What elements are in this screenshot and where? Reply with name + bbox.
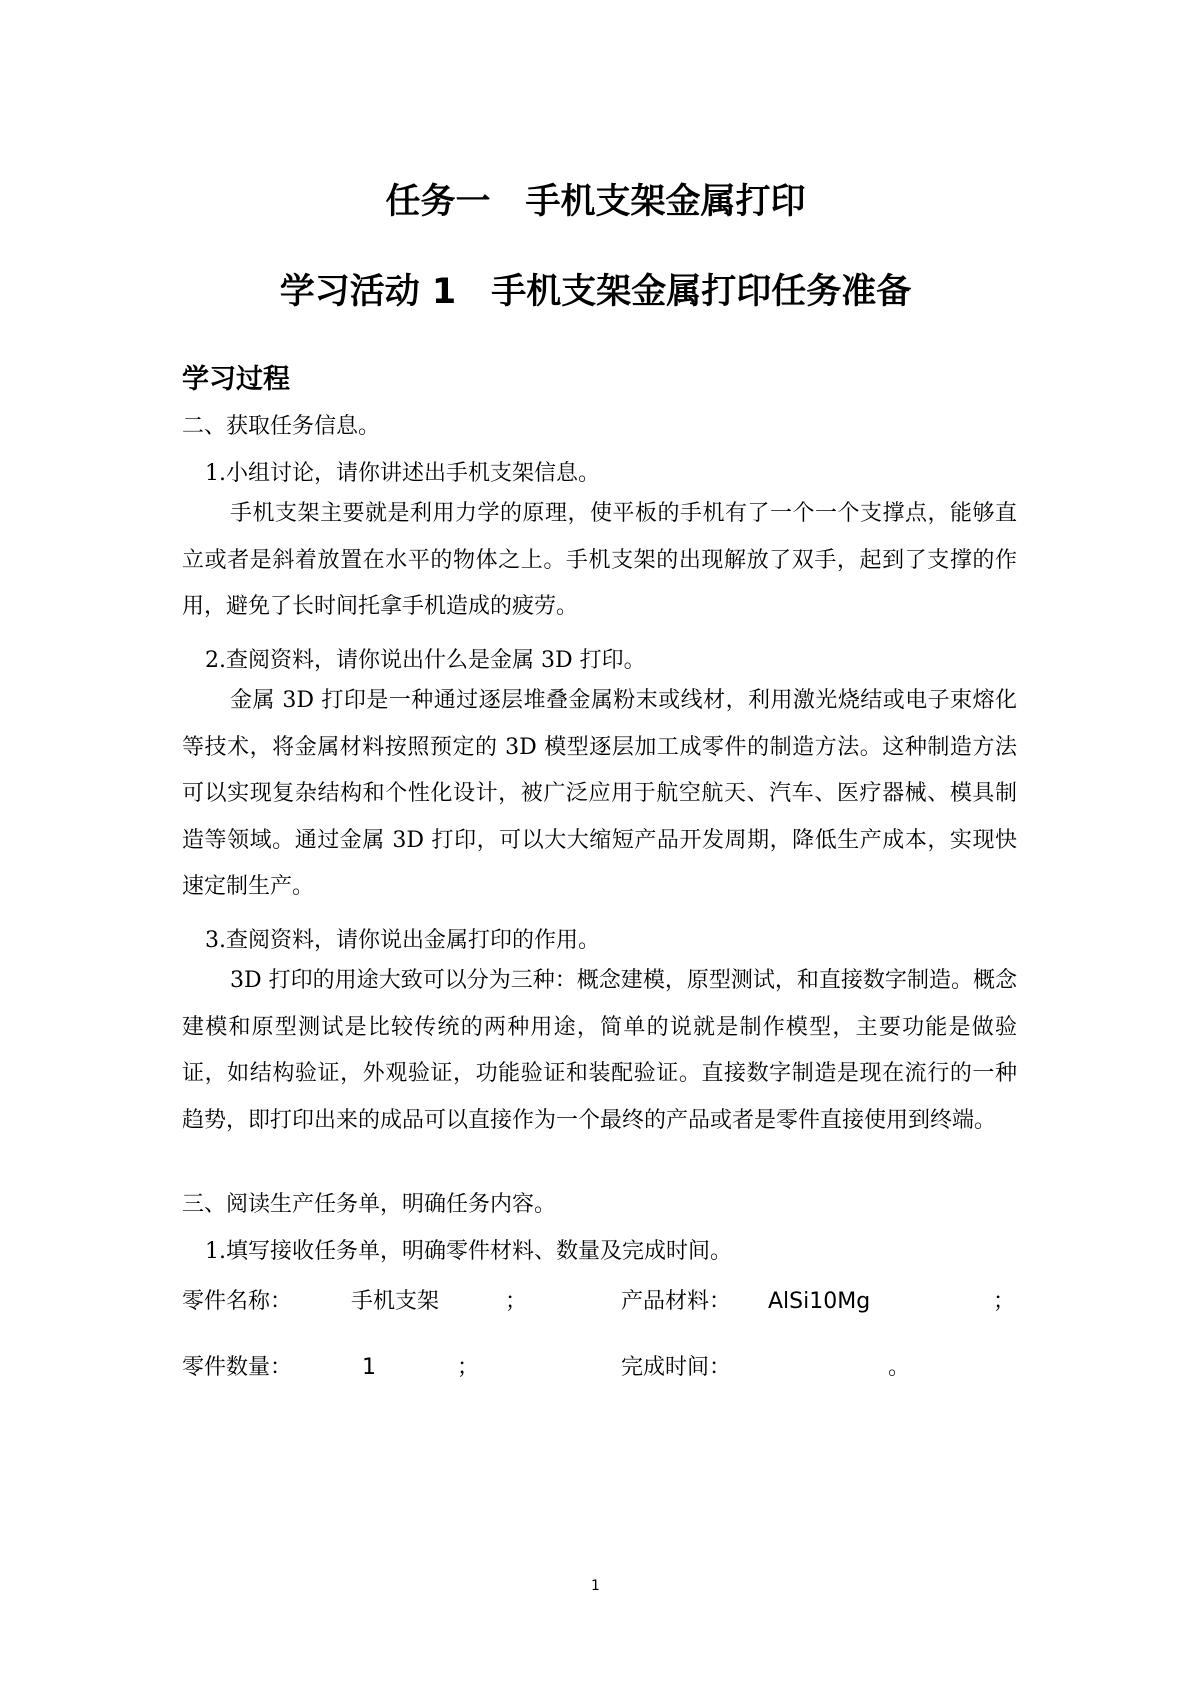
part2-heading: 二、获取任务信息。 (182, 414, 381, 439)
quantity-value: 1 (362, 1355, 376, 1380)
quantity-semicolon: ； (457, 1355, 480, 1380)
task-title: 任务一 手机支架金属打印 (385, 182, 806, 222)
part2-question-3: 3.查阅资料，请你说出金属打印的作用。 (205, 928, 600, 953)
completion-period: 。 (888, 1355, 911, 1380)
part2-answer-2: 金属 3D 打印是一种通过逐层堆叠金属粉末或线材，利用激光烧结或电子束熔化等技术，将金属材料按照预定的 3D 模型逐层加工成零件的制造方法。这种制造方法可以实现复杂结构和个性化设计，被广泛应用于航空航天、汽车、医疗器械、模具制造等领域。通过金属 3D 打印，可以大大缩短产品开发周期，降低生产成本，实现快速定制生产。 (182, 688, 1017, 899)
completion-label: 完成时间： (621, 1355, 732, 1380)
material-semicolon: ； (993, 1289, 1016, 1314)
activity-title: 学习活动 1 手机支架金属打印任务准备 (279, 272, 912, 312)
part3-question-1: 1.填写接收任务单，明确零件材料、数量及完成时间。 (205, 1239, 732, 1264)
part3-heading: 三、阅读生产任务单，明确任务内容。 (182, 1192, 557, 1217)
quantity-label: 零件数量： (182, 1355, 293, 1380)
part2-answer-3: 3D 打印的用途大致可以分为三种：概念建模，原型测试，和直接数字制造。概念建模和原型测试是比较传统的两种用途，简单的说就是制作模型，主要功能是做验证，如结构验证，外观验证，功能验证和装配验证。直接数字制造是现在流行的一种趋势，即打印出来的成品可以直接作为一个最终的产品或者是零件直接使用到终端。 (182, 968, 1017, 1133)
part2-question-2: 2.查阅资料，请你说出什么是金属 3D 打印。 (205, 648, 646, 673)
part-name-value: 手机支架 (351, 1289, 440, 1314)
part2-question-1: 1.小组讨论，请你讲述出手机支架信息。 (205, 461, 600, 486)
part-name-label: 零件名称： (182, 1289, 293, 1314)
material-label: 产品材料： (621, 1289, 732, 1314)
page-number: 1 (591, 1578, 600, 1594)
part-name-semicolon: ； (505, 1289, 528, 1314)
material-value: AlSi10Mg (768, 1289, 871, 1314)
section-heading: 学习过程 (182, 364, 290, 395)
part2-answer-1: 手机支架主要就是利用力学的原理，使平板的手机有了一个一个支撑点，能够直立或者是斜着放置在水平的物体之上。手机支架的出现解放了双手，起到了支撑的作用，避免了长时间托拿手机造成的疲劳。 (182, 501, 1017, 619)
